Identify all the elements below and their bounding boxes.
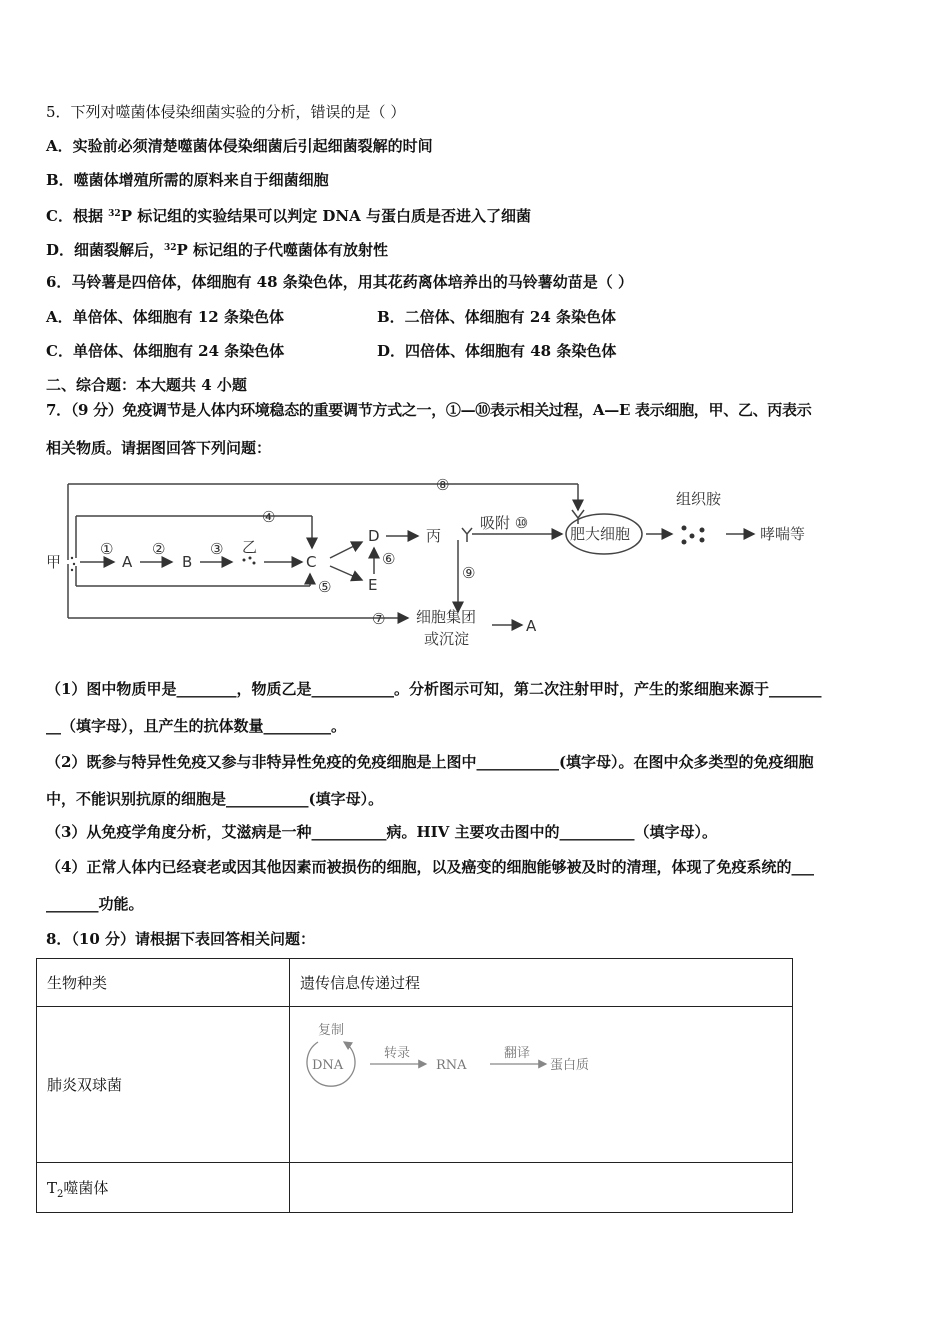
label-jia: 甲 [46, 553, 62, 571]
num-4: ④ [262, 508, 276, 526]
label-e: E [368, 576, 378, 594]
num-9: ⑨ [462, 564, 476, 582]
q8-stem: 8．（10 分）请根据下表回答相关问题： [46, 930, 316, 948]
q6-option-a: A．单倍体、体细胞有 12 条染色体 [46, 308, 284, 326]
q5-c-pre: C．根据 [46, 207, 109, 225]
t2-pre: T [47, 1179, 58, 1197]
label-yi: 乙 [242, 538, 258, 556]
table-cell-t2 [37, 1163, 290, 1213]
q5-stem: 5．下列对噬菌体侵染细菌实验的分析，错误的是（ ） [46, 103, 406, 121]
arrow-c-d [330, 542, 362, 558]
label-b: B [182, 553, 193, 571]
q5-c-sup: 32 [108, 209, 121, 219]
t2-post: 噬菌体 [63, 1179, 109, 1197]
flow-translate: 翻译 [504, 1046, 531, 1061]
label-cluster-1: 细胞集团 [416, 608, 477, 626]
num-6: ⑥ [382, 550, 396, 568]
q7-stem-line2: 相关物质。请据图回答下列问题： [46, 439, 272, 457]
flow-protein: 蛋白质 [550, 1058, 590, 1073]
num-3: ③ [210, 540, 224, 558]
table-header-process: 遗传信息传递过程 [290, 959, 793, 1007]
num-2: ② [152, 540, 166, 558]
table-cell-pneumococcus: 肺炎双球菌 [37, 1007, 290, 1163]
table-cell-empty [290, 1163, 793, 1213]
section-heading: 二、综合题：本大题共 4 小题 [46, 376, 247, 394]
q7-part3: （3）从免疫学角度分析，艾滋病是一种__________病。HIV 主要攻击图中的__________（填字母）。 [46, 823, 717, 841]
label-d: D [368, 527, 380, 545]
q6-option-d: D．四倍体、体细胞有 48 条染色体 [377, 342, 617, 360]
num-1: ① [100, 540, 114, 558]
table-header-row [37, 959, 793, 1007]
q5-d-sup: 32 [164, 243, 177, 253]
q6-stem: 6．马铃薯是四倍体，体细胞有 48 条染色体，用其花药离体培养出的马铃薯幼苗是（ ） [46, 273, 633, 291]
central-dogma-flow [300, 1020, 620, 1090]
label-a-end: A [526, 617, 537, 635]
immune-diagram [40, 470, 830, 650]
flow-rna: RNA [436, 1058, 467, 1073]
q5-option-c [46, 204, 531, 226]
label-cluster-2: 或沉淀 [424, 630, 470, 648]
q7-stem-line1: 7．（9 分）免疫调节是人体内环境稳态的重要调节方式之一，①—⑩表示相关过程，A—E 表示细胞，甲、乙、丙表示 [46, 401, 812, 419]
label-bing: 丙 [426, 527, 442, 545]
q5-option-a: A．实验前必须清楚噬菌体侵染细菌后引起细菌裂解的时间 [46, 137, 433, 155]
num-7: ⑦ [372, 610, 386, 628]
label-a: A [122, 553, 133, 571]
q6-option-c: C．单倍体、体细胞有 24 条染色体 [46, 342, 285, 360]
q5-option-b: B．噬菌体增殖所需的原料来自于细菌细胞 [46, 171, 329, 189]
flow-replicate: 复制 [318, 1023, 345, 1038]
label-asthma: 哮喘等 [760, 525, 806, 543]
q5-c-post: P 标记组的实验结果可以判定 DNA 与蛋白质是否进入了细菌 [120, 207, 532, 225]
q5-d-post: P 标记组的子代噬菌体有放射性 [176, 241, 389, 259]
q7-part4-line1: （4）正常人体内已经衰老或因其他因素而被损伤的细胞，以及癌变的细胞能够被及时的清理，体现了免疫系统的___ [46, 858, 814, 876]
num-8: ⑧ [436, 476, 450, 494]
q7-part2-line2: 中，不能识别抗原的细胞是___________(填字母）。 [46, 790, 384, 808]
flow-dna: DNA [312, 1058, 344, 1073]
q5-option-d [46, 238, 388, 260]
label-c: C [306, 553, 317, 571]
q6-option-b: B．二倍体、体细胞有 24 条染色体 [377, 308, 616, 326]
q7-part1-line2: __（填字母），且产生的抗体数量_________。 [46, 717, 347, 735]
q7-part4-line2: _______功能。 [46, 895, 144, 913]
t2-sub: 2 [57, 1189, 64, 1200]
q7-part2-line1: （2）既参与特异性免疫又参与非特异性免疫的免疫细胞是上图中___________(填字母）。在图中众多类型的免疫细胞 [46, 753, 814, 771]
label-xifu: 吸附 ⑩ [480, 514, 529, 532]
table-header-organism: 生物种类 [37, 959, 290, 1007]
flow-transcribe: 转录 [384, 1046, 411, 1061]
q5-d-pre: D．细菌裂解后， [46, 241, 165, 259]
q7-part1-line1: （1）图中物质甲是________，物质乙是___________。分析图示可知，第二次注射甲时，产生的浆细胞来源于_______ [46, 680, 822, 698]
table-row [37, 1163, 793, 1213]
label-mast-cell: 肥大细胞 [570, 525, 631, 543]
antibody-bing [462, 528, 472, 542]
arrow-c-e [330, 566, 362, 580]
label-histamine: 组织胺 [676, 490, 722, 508]
num-5: ⑤ [318, 578, 332, 596]
